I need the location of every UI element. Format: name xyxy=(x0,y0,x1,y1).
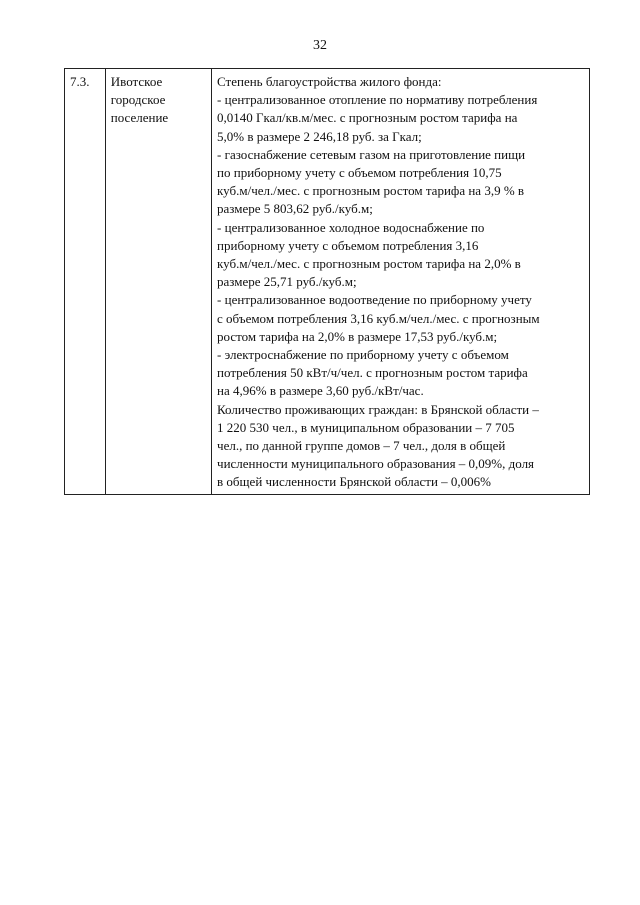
description-line: ростом тарифа на 2,0% в размере 17,53 руб./куб.м; xyxy=(217,328,498,344)
housing-table xyxy=(64,68,590,495)
description-cell xyxy=(212,69,590,495)
description-line: куб.м/чел./мес. с прогнозным ростом тарифа на 2,0% в xyxy=(217,256,521,272)
description-line: 5,0% в размере 2 246,18 руб. за Гкал; xyxy=(217,128,422,144)
description-line: с объемом потребления 3,16 куб.м/чел./мес. с прогнозным xyxy=(217,310,540,326)
description-line: 0,0140 Гкал/кв.м/мес. с прогнозным ростом тарифа на xyxy=(217,110,518,126)
description-line: - централизованное водоотведение по приборному учету xyxy=(217,292,532,308)
description-line: потребления 50 кВт/ч/чел. с прогнозным ростом тарифа xyxy=(217,365,528,381)
description-line: чел., по данной группе домов – 7 чел., доля в общей xyxy=(217,438,506,454)
table-row xyxy=(65,69,590,495)
description-line: Степень благоустройства жилого фонда: xyxy=(217,74,442,89)
settlement-name-line: Ивотское xyxy=(110,74,163,89)
settlement-name-cell xyxy=(105,69,211,495)
description-line: размере 25,71 руб./куб.м; xyxy=(217,274,357,290)
description-line: в общей численности Брянской области – 0,006% xyxy=(217,474,492,490)
description-line: - централизованное отопление по нормативу потребления xyxy=(217,92,538,108)
description-line: по приборному учету с объемом потребления 10,75 xyxy=(217,165,502,181)
description-line: 1 220 530 чел., в муниципальном образовании – 7 705 xyxy=(217,419,515,435)
settlement-name-line: поселение xyxy=(110,110,169,126)
row-number-cell: 7.3. xyxy=(65,69,106,495)
description-line: на 4,96% в размере 3,60 руб./кВт/час. xyxy=(217,383,424,399)
page-number: 32 xyxy=(313,38,327,53)
description-line: размере 5 803,62 руб./куб.м; xyxy=(217,201,373,217)
description-line: приборному учету с объемом потребления 3,16 xyxy=(217,237,479,253)
description-line: - централизованное холодное водоснабжение по xyxy=(217,219,485,235)
description-line: куб.м/чел./мес. с прогнозным ростом тарифа на 3,9 % в xyxy=(217,183,525,199)
settlement-name-line: городское xyxy=(110,92,166,108)
description-line: численности муниципального образования – 0,09%, доля xyxy=(217,456,535,472)
description-line: Количество проживающих граждан: в Брянской области – xyxy=(217,401,539,417)
description-line: - электроснабжение по приборному учету с объемом xyxy=(217,347,509,363)
description-line: - газоснабжение сетевым газом на приготовление пищи xyxy=(217,146,526,162)
